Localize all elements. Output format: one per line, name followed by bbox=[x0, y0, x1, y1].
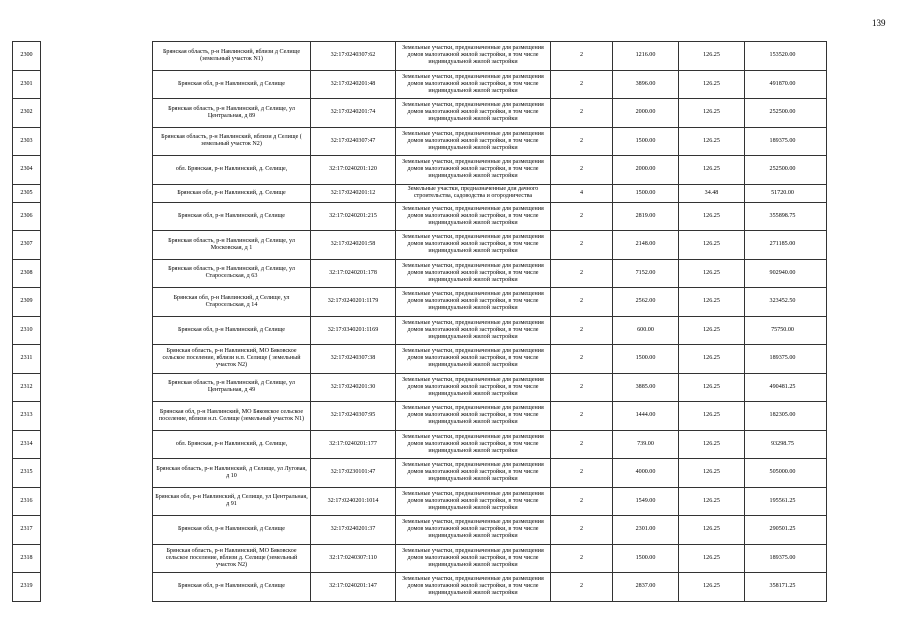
land-purpose-cell: Земельные участки, предназначенные для размещения домов малоэтажной жилой застройки, в том числе индивидуальной жилой застройки bbox=[396, 459, 551, 488]
land-purpose-cell: Земельные участки, предназначенные для размещения домов малоэтажной жилой застройки, в том числе индивидуальной жилой застройки bbox=[396, 259, 551, 288]
area-cell: 739.00 bbox=[613, 430, 679, 459]
group-cell: 2 bbox=[551, 516, 613, 545]
address-cell: Брянская обл, р-н Навлинский, д Селище, ул Старосельская, д 14 bbox=[153, 288, 311, 317]
rate-cell: 126.25 bbox=[679, 487, 745, 516]
cadastral-value-cell: 505000.00 bbox=[745, 459, 827, 488]
cadastral-number-cell: 32:17:0240201:1179 bbox=[311, 288, 396, 317]
table-row bbox=[13, 430, 827, 459]
spacer-cell bbox=[41, 544, 153, 573]
land-purpose-cell: Земельные участки, предназначенные для размещения домов малоэтажной жилой застройки, в том числе индивидуальной жилой застройки bbox=[396, 288, 551, 317]
table-row bbox=[13, 316, 827, 345]
area-cell: 2819.00 bbox=[613, 202, 679, 231]
address-cell: Брянская обл, р-н Навлинский, д Селище bbox=[153, 573, 311, 602]
table-row bbox=[13, 487, 827, 516]
land-purpose-cell: Земельные участки, предназначенные для размещения домов малоэтажной жилой застройки, в том числе индивидуальной жилой застройки bbox=[396, 316, 551, 345]
cadastral-number-cell: 32:17:0240201:178 bbox=[311, 259, 396, 288]
row-number: 2301 bbox=[13, 70, 41, 99]
row-number: 2312 bbox=[13, 373, 41, 402]
table-row bbox=[13, 544, 827, 573]
table-row bbox=[13, 459, 827, 488]
cadastral-value-cell: 271185.00 bbox=[745, 231, 827, 260]
rate-cell: 126.25 bbox=[679, 156, 745, 185]
table-row bbox=[13, 231, 827, 260]
rate-cell: 126.25 bbox=[679, 99, 745, 128]
rate-cell: 126.25 bbox=[679, 430, 745, 459]
rate-cell: 126.25 bbox=[679, 373, 745, 402]
table-row bbox=[13, 202, 827, 231]
group-cell: 2 bbox=[551, 99, 613, 128]
spacer-cell bbox=[41, 156, 153, 185]
address-cell: Брянская область, р-н Навлинский, д Селище, ул Луговая, д 10 bbox=[153, 459, 311, 488]
area-cell: 2148.00 bbox=[613, 231, 679, 260]
cadastral-value-cell: 290501.25 bbox=[745, 516, 827, 545]
row-number: 2302 bbox=[13, 99, 41, 128]
row-number: 2308 bbox=[13, 259, 41, 288]
area-cell: 600.00 bbox=[613, 316, 679, 345]
cadastral-value-cell: 252500.00 bbox=[745, 156, 827, 185]
address-cell: Брянская обл, р-н Навлинский, МО Бяковское сельское поселение, вблизи н.п. Селище (земельный участок N1) bbox=[153, 402, 311, 431]
address-cell: Брянская область, р-н Навлинский, д Селище, ул Старосельская, д 63 bbox=[153, 259, 311, 288]
cadastral-number-cell: 32:17:0240307:62 bbox=[311, 42, 396, 71]
address-cell: Брянская обл, р-н Навлинский, д Селище bbox=[153, 316, 311, 345]
table-row bbox=[13, 373, 827, 402]
group-cell: 2 bbox=[551, 573, 613, 602]
row-number: 2310 bbox=[13, 316, 41, 345]
group-cell: 2 bbox=[551, 402, 613, 431]
group-cell: 2 bbox=[551, 430, 613, 459]
spacer-cell bbox=[41, 573, 153, 602]
table-row bbox=[13, 516, 827, 545]
address-cell: Брянская область, р-н Навлинский, МО Бяковское сельское поселение, вблизи д. Селище (земельный участок N2) bbox=[153, 544, 311, 573]
area-cell: 4000.00 bbox=[613, 459, 679, 488]
group-cell: 2 bbox=[551, 231, 613, 260]
address-cell: обл. Брянская, р-н Навлинский, д. Селище, bbox=[153, 156, 311, 185]
spacer-cell bbox=[41, 127, 153, 156]
land-purpose-cell: Земельные участки, предназначенные для размещения домов малоэтажной жилой застройки, в том числе индивидуальной жилой застройки bbox=[396, 373, 551, 402]
area-cell: 2562.00 bbox=[613, 288, 679, 317]
group-cell: 2 bbox=[551, 459, 613, 488]
rate-cell: 126.25 bbox=[679, 70, 745, 99]
rate-cell: 126.25 bbox=[679, 316, 745, 345]
cadastral-number-cell: 32:17:0240307:95 bbox=[311, 402, 396, 431]
group-cell: 2 bbox=[551, 259, 613, 288]
spacer-cell bbox=[41, 316, 153, 345]
address-cell: Брянская обл, р-н Навлинский, д Селище bbox=[153, 516, 311, 545]
land-purpose-cell: Земельные участки, предназначенные для размещения домов малоэтажной жилой застройки, в том числе индивидуальной жилой застройки bbox=[396, 544, 551, 573]
cadastral-number-cell: 32:17:0230101:47 bbox=[311, 459, 396, 488]
table-row bbox=[13, 184, 827, 202]
address-cell: обл. Брянская, р-н Навлинский, д. Селище, bbox=[153, 430, 311, 459]
area-cell: 1500.00 bbox=[613, 184, 679, 202]
address-cell: Брянская область, р-н Навлинский, МО Бяковское сельское поселение, вблизи н.п. Селище ( земельный участок N2) bbox=[153, 345, 311, 374]
group-cell: 2 bbox=[551, 544, 613, 573]
table-row bbox=[13, 99, 827, 128]
cadastral-value-cell: 75750.00 bbox=[745, 316, 827, 345]
address-cell: Брянская область, р-н Навлинский, д Селище, ул Центральная, д 49 bbox=[153, 373, 311, 402]
group-cell: 2 bbox=[551, 70, 613, 99]
group-cell: 2 bbox=[551, 127, 613, 156]
spacer-cell bbox=[41, 70, 153, 99]
rate-cell: 126.25 bbox=[679, 127, 745, 156]
area-cell: 1500.00 bbox=[613, 544, 679, 573]
row-number: 2305 bbox=[13, 184, 41, 202]
cadastral-value-cell: 358171.25 bbox=[745, 573, 827, 602]
rate-cell: 126.25 bbox=[679, 202, 745, 231]
land-purpose-cell: Земельные участки, предназначенные для размещения домов малоэтажной жилой застройки, в том числе индивидуальной жилой застройки bbox=[396, 402, 551, 431]
spacer-cell bbox=[41, 487, 153, 516]
area-cell: 1500.00 bbox=[613, 127, 679, 156]
cadastral-number-cell: 32:17:0240201:48 bbox=[311, 70, 396, 99]
cadastral-value-cell: 189375.00 bbox=[745, 544, 827, 573]
spacer-cell bbox=[41, 202, 153, 231]
address-cell: Брянская обл, р-н Навлинский, д Селище bbox=[153, 202, 311, 231]
cadastral-value-cell: 189375.00 bbox=[745, 127, 827, 156]
cadastral-value-cell: 153520.00 bbox=[745, 42, 827, 71]
group-cell: 2 bbox=[551, 487, 613, 516]
land-purpose-cell: Земельные участки, предназначенные для размещения домов малоэтажной жилой застройки, в том числе индивидуальной жилой застройки bbox=[396, 487, 551, 516]
row-number: 2303 bbox=[13, 127, 41, 156]
table-row bbox=[13, 345, 827, 374]
rate-cell: 126.25 bbox=[679, 516, 745, 545]
table-row bbox=[13, 288, 827, 317]
table-row bbox=[13, 259, 827, 288]
area-cell: 1444.00 bbox=[613, 402, 679, 431]
address-cell: Брянская область, р-н Навлинский, д Селище, ул Центральная, д 89 bbox=[153, 99, 311, 128]
area-cell: 2301.00 bbox=[613, 516, 679, 545]
row-number: 2304 bbox=[13, 156, 41, 185]
row-number: 2315 bbox=[13, 459, 41, 488]
land-purpose-cell: Земельные участки, предназначенные для размещения домов малоэтажной жилой застройки, в том числе индивидуальной жилой застройки bbox=[396, 231, 551, 260]
area-cell: 1216.00 bbox=[613, 42, 679, 71]
table-row bbox=[13, 402, 827, 431]
group-cell: 2 bbox=[551, 316, 613, 345]
land-purpose-cell: Земельные участки, предназначенные для размещения домов малоэтажной жилой застройки, в том числе индивидуальной жилой застройки bbox=[396, 127, 551, 156]
land-purpose-cell: Земельные участки, предназначенные для размещения домов малоэтажной жилой застройки, в том числе индивидуальной жилой застройки bbox=[396, 42, 551, 71]
address-cell: Брянская обл, р-н Навлинский, д Селище, ул Центральная, д 91 bbox=[153, 487, 311, 516]
cadastral-number-cell: 32:17:0240307:47 bbox=[311, 127, 396, 156]
rate-cell: 126.25 bbox=[679, 573, 745, 602]
spacer-cell bbox=[41, 42, 153, 71]
table-row bbox=[13, 70, 827, 99]
spacer-cell bbox=[41, 345, 153, 374]
spacer-cell bbox=[41, 516, 153, 545]
cadastral-number-cell: 32:17:0240201:58 bbox=[311, 231, 396, 260]
land-purpose-cell: Земельные участки, предназначенные для размещения домов малоэтажной жилой застройки, в том числе индивидуальной жилой застройки bbox=[396, 345, 551, 374]
rate-cell: 34.48 bbox=[679, 184, 745, 202]
area-cell: 3896.00 bbox=[613, 70, 679, 99]
cadastral-value-cell: 252500.00 bbox=[745, 99, 827, 128]
row-number: 2307 bbox=[13, 231, 41, 260]
area-cell: 3885.00 bbox=[613, 373, 679, 402]
row-number: 2318 bbox=[13, 544, 41, 573]
cadastral-number-cell: 32:17:0340201:1169 bbox=[311, 316, 396, 345]
spacer-cell bbox=[41, 259, 153, 288]
cadastral-value-cell: 490481.25 bbox=[745, 373, 827, 402]
row-number: 2316 bbox=[13, 487, 41, 516]
group-cell: 2 bbox=[551, 156, 613, 185]
land-purpose-cell: Земельные участки, предназначенные для размещения домов малоэтажной жилой застройки, в том числе индивидуальной жилой застройки bbox=[396, 70, 551, 99]
group-cell: 2 bbox=[551, 202, 613, 231]
cadastral-value-cell: 491870.00 bbox=[745, 70, 827, 99]
land-purpose-cell: Земельные участки, предназначенные для дачного строительства, садоводства и огородничества bbox=[396, 184, 551, 202]
cadastral-number-cell: 32:17:0240201:177 bbox=[311, 430, 396, 459]
row-number: 2314 bbox=[13, 430, 41, 459]
area-cell: 1549.00 bbox=[613, 487, 679, 516]
cadastral-value-cell: 182305.00 bbox=[745, 402, 827, 431]
area-cell: 7152.00 bbox=[613, 259, 679, 288]
cadastral-value-cell: 355898.75 bbox=[745, 202, 827, 231]
address-cell: Брянская область, р-н Навлинский, д Селище, ул Московская, д 1 bbox=[153, 231, 311, 260]
cadastral-number-cell: 32:17:0240201:1014 bbox=[311, 487, 396, 516]
area-cell: 2000.00 bbox=[613, 99, 679, 128]
cadastral-number-cell: 32:17:0240201:120 bbox=[311, 156, 396, 185]
land-purpose-cell: Земельные участки, предназначенные для размещения домов малоэтажной жилой застройки, в том числе индивидуальной жилой застройки bbox=[396, 573, 551, 602]
address-cell: Брянская область, р-н Навлинский, вблизи д Селище ( земельный участок N2) bbox=[153, 127, 311, 156]
land-purpose-cell: Земельные участки, предназначенные для размещения домов малоэтажной жилой застройки, в том числе индивидуальной жилой застройки bbox=[396, 99, 551, 128]
row-number: 2313 bbox=[13, 402, 41, 431]
rate-cell: 126.25 bbox=[679, 288, 745, 317]
rate-cell: 126.25 bbox=[679, 259, 745, 288]
cadastral-number-cell: 32:17:0240307:38 bbox=[311, 345, 396, 374]
group-cell: 2 bbox=[551, 373, 613, 402]
row-number: 2319 bbox=[13, 573, 41, 602]
table-row bbox=[13, 573, 827, 602]
rate-cell: 126.25 bbox=[679, 231, 745, 260]
row-number: 2300 bbox=[13, 42, 41, 71]
cadastral-number-cell: 32:17:0240201:30 bbox=[311, 373, 396, 402]
table-row bbox=[13, 42, 827, 71]
address-cell: Брянская обл, р-н Навлинский, д Селище bbox=[153, 70, 311, 99]
cadastral-number-cell: 32:17:0240201:74 bbox=[311, 99, 396, 128]
cadastral-number-cell: 32:17:0240201:12 bbox=[311, 184, 396, 202]
area-cell: 2837.00 bbox=[613, 573, 679, 602]
row-number: 2309 bbox=[13, 288, 41, 317]
land-purpose-cell: Земельные участки, предназначенные для размещения домов малоэтажной жилой застройки, в том числе индивидуальной жилой застройки bbox=[396, 430, 551, 459]
row-number: 2306 bbox=[13, 202, 41, 231]
land-purpose-cell: Земельные участки, предназначенные для размещения домов малоэтажной жилой застройки, в том числе индивидуальной жилой застройки bbox=[396, 156, 551, 185]
land-registry-table bbox=[12, 41, 827, 602]
cadastral-number-cell: 32:17:0240201:147 bbox=[311, 573, 396, 602]
table-row bbox=[13, 156, 827, 185]
cadastral-value-cell: 902940.00 bbox=[745, 259, 827, 288]
address-cell: Брянская область, р-н Навлинский, вблизи д Селище (земельный участок N1) bbox=[153, 42, 311, 71]
group-cell: 4 bbox=[551, 184, 613, 202]
row-number: 2311 bbox=[13, 345, 41, 374]
group-cell: 2 bbox=[551, 288, 613, 317]
cadastral-number-cell: 32:17:0240201:37 bbox=[311, 516, 396, 545]
cadastral-value-cell: 323452.50 bbox=[745, 288, 827, 317]
cadastral-number-cell: 32:17:0240201:215 bbox=[311, 202, 396, 231]
area-cell: 2000.00 bbox=[613, 156, 679, 185]
spacer-cell bbox=[41, 373, 153, 402]
rate-cell: 126.25 bbox=[679, 544, 745, 573]
group-cell: 2 bbox=[551, 42, 613, 71]
rate-cell: 126.25 bbox=[679, 402, 745, 431]
row-number: 2317 bbox=[13, 516, 41, 545]
land-purpose-cell: Земельные участки, предназначенные для размещения домов малоэтажной жилой застройки, в том числе индивидуальной жилой застройки bbox=[396, 516, 551, 545]
group-cell: 2 bbox=[551, 345, 613, 374]
area-cell: 1500.00 bbox=[613, 345, 679, 374]
spacer-cell bbox=[41, 402, 153, 431]
spacer-cell bbox=[41, 288, 153, 317]
table-row bbox=[13, 127, 827, 156]
cadastral-number-cell: 32:17:0240307:110 bbox=[311, 544, 396, 573]
address-cell: Брянская обл, р-н Навлинский, д. Селище bbox=[153, 184, 311, 202]
spacer-cell bbox=[41, 184, 153, 202]
page-number: 139 bbox=[872, 18, 886, 28]
cadastral-value-cell: 51720.00 bbox=[745, 184, 827, 202]
cadastral-value-cell: 189375.00 bbox=[745, 345, 827, 374]
cadastral-value-cell: 195561.25 bbox=[745, 487, 827, 516]
cadastral-value-cell: 93298.75 bbox=[745, 430, 827, 459]
spacer-cell bbox=[41, 430, 153, 459]
land-purpose-cell: Земельные участки, предназначенные для размещения домов малоэтажной жилой застройки, в том числе индивидуальной жилой застройки bbox=[396, 202, 551, 231]
rate-cell: 126.25 bbox=[679, 42, 745, 71]
rate-cell: 126.25 bbox=[679, 345, 745, 374]
spacer-cell bbox=[41, 459, 153, 488]
rate-cell: 126.25 bbox=[679, 459, 745, 488]
spacer-cell bbox=[41, 99, 153, 128]
spacer-cell bbox=[41, 231, 153, 260]
